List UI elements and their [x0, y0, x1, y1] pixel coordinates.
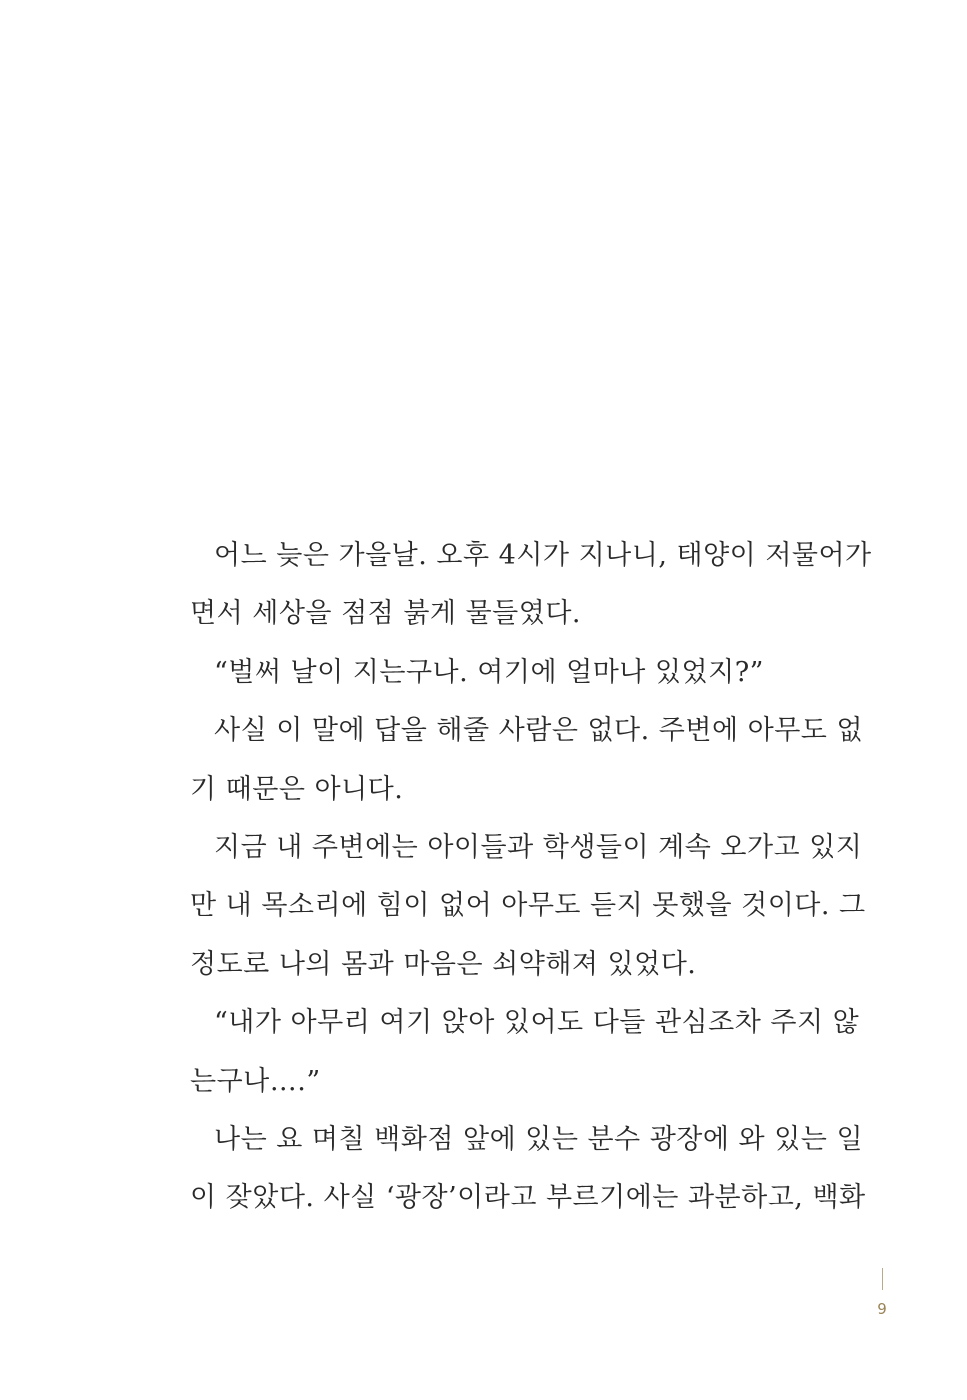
text-line: 면서 세상을 점점 붉게 물들였다. — [190, 598, 581, 630]
text-line: “내가 아무리 여기 앉아 있어도 다들 관심조차 주지 않 — [214, 1007, 860, 1039]
text-line: 나는 요 며칠 백화점 앞에 있는 분수 광장에 와 있는 일 — [214, 1123, 864, 1155]
text-line: 지금 내 주변에는 아이들과 학생들이 계속 오가고 있지 — [214, 831, 863, 863]
text-line: 기 때문은 아니다. — [190, 773, 404, 805]
folio-rule — [882, 1268, 883, 1290]
text-line: 사실 이 말에 답을 해줄 사람은 없다. 주변에 아무도 없 — [214, 715, 864, 747]
text-line: 이 잦았다. 사실 ‘광장’이라고 부르기에는 과분하고, 백화 — [190, 1182, 866, 1214]
page-folio — [874, 1268, 890, 1318]
text-line: 는구나….” — [190, 1065, 321, 1097]
text-line: 만 내 목소리에 힘이 없어 아무도 듣지 못했을 것이다. 그 — [190, 890, 866, 922]
page-number: 9 — [877, 1300, 887, 1318]
text-line: “벌써 날이 지는구나. 여기에 얼마나 있었지?” — [214, 656, 764, 688]
text-line: 어느 늦은 가을날. 오후 4시가 지나니, 태양이 저물어가 — [214, 540, 872, 571]
text-line: 정도로 나의 몸과 마음은 쇠약해져 있었다. — [190, 948, 697, 980]
body-text — [190, 527, 872, 1228]
